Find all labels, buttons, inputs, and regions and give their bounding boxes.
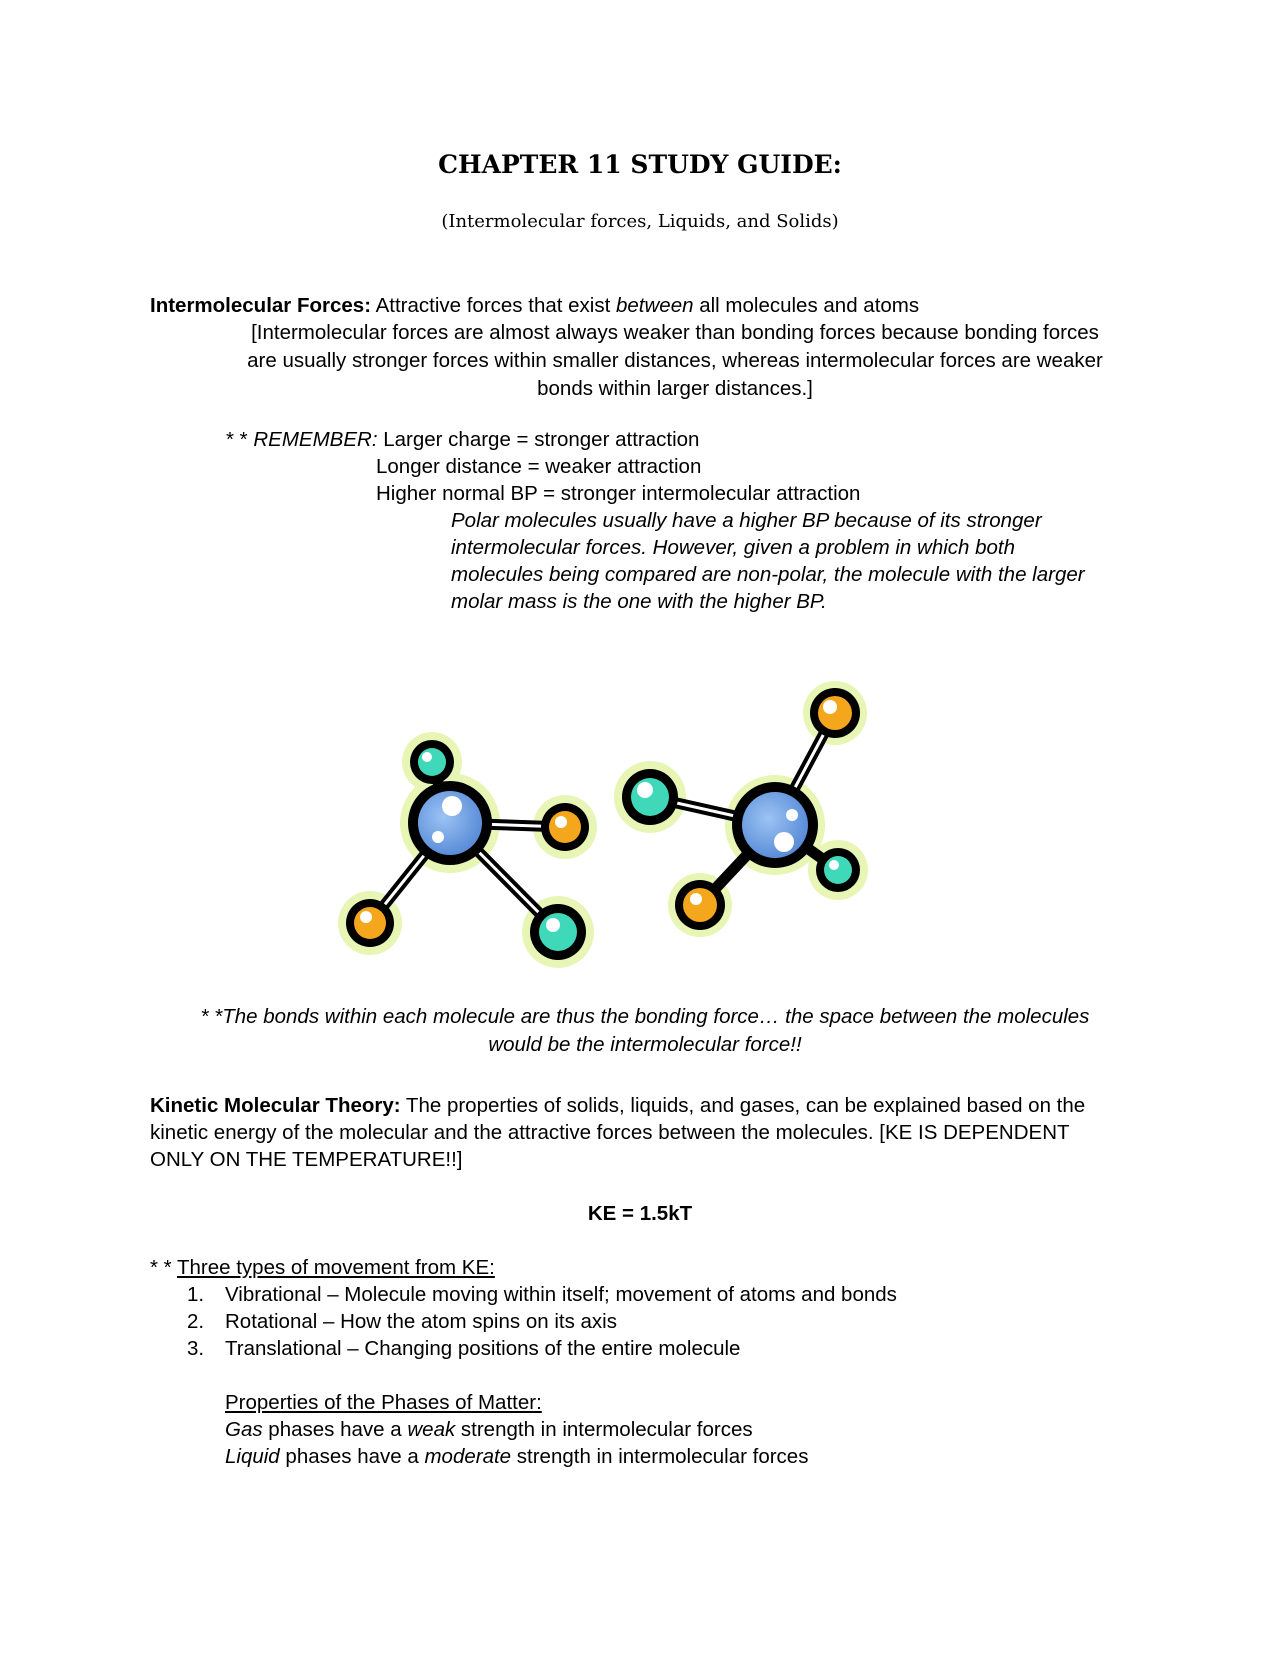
polar-note-text: molecules being compared are non-polar, the molecule with the larger — [451, 563, 1085, 586]
phase-name: Gas — [225, 1418, 263, 1441]
remember-rule: Longer distance = weaker attraction — [376, 455, 702, 478]
remember-rule: Higher normal BP = stronger intermolecular attraction — [376, 482, 861, 505]
phase-text: strength in intermolecular forces — [455, 1418, 753, 1441]
movement-item-number: 1. — [187, 1283, 205, 1306]
molecules-illustration — [330, 680, 880, 970]
polar-note-text: molar mass is the one with the higher BP. — [451, 590, 827, 613]
movement-item: Rotational – How the atom spins on its axis — [225, 1310, 617, 1333]
phase-strength: moderate — [424, 1445, 512, 1468]
movement-item: Translational – Changing positions of the entire molecule — [225, 1337, 741, 1360]
kmt-text: kinetic energy of the molecular and the attractive forces between the molecules. [KE IS DEPENDENT — [150, 1121, 1070, 1144]
phase-text: phases have a — [279, 1445, 425, 1468]
page-subtitle: (Intermolecular forces, Liquids, and Solids) — [441, 211, 839, 232]
movement-item-number: 2. — [187, 1310, 205, 1333]
movement-item: Vibrational – Molecule moving within itself; movement of atoms and bonds — [225, 1283, 897, 1306]
caption-line — [150, 1003, 1140, 1031]
remember-rule: Larger charge = stronger attraction — [377, 428, 700, 451]
molecule-right — [614, 681, 868, 937]
phase-text: strength in intermolecular forces — [511, 1445, 809, 1468]
imf-note-line: are usually stronger forces within smaller distances, whereas intermolecular forces are weaker — [247, 349, 1103, 372]
remember-line-1 — [226, 426, 699, 454]
polar-note-line — [451, 534, 1015, 562]
polar-note-line — [451, 588, 827, 616]
page-title: CHAPTER 11 STUDY GUIDE: — [438, 150, 842, 179]
caption-line — [150, 1031, 1140, 1059]
polar-note-line — [451, 507, 1042, 535]
phase-liquid — [225, 1443, 808, 1471]
imf-def-post: all molecules and atoms — [693, 294, 920, 317]
imf-label: Intermolecular Forces: — [150, 294, 372, 317]
phases-heading-text: Properties of the Phases of Matter: — [225, 1391, 542, 1414]
imf-note-line: bonds within larger distances.] — [537, 377, 813, 400]
imf-note — [230, 319, 1120, 403]
kmt-text: The properties of solids, liquids, and gases, can be explained based on the — [400, 1094, 1086, 1117]
caption-text: * *The bonds within each molecule are thus the bonding force… the space between the molecules — [200, 1005, 1090, 1028]
phase-text: phases have a — [262, 1418, 408, 1441]
imf-note-line: [Intermolecular forces are almost always weaker than bonding forces because bonding forces — [251, 321, 1099, 344]
imf-def-em: between — [616, 294, 694, 317]
remember-label: REMEMBER: — [253, 428, 378, 451]
movement-heading — [150, 1254, 495, 1282]
polar-note-text: Polar molecules usually have a higher BP because of its stronger — [451, 509, 1042, 532]
imf-def-pre: Attractive forces that exist — [375, 294, 616, 317]
phase-strength: weak — [407, 1418, 456, 1441]
polar-note-line — [451, 561, 1085, 589]
movement-heading-text: Three types of movement from KE: — [176, 1256, 495, 1279]
imf-definition — [150, 292, 919, 320]
phase-gas — [225, 1416, 753, 1444]
kmt-text: ONLY ON THE TEMPERATURE!!] — [150, 1148, 463, 1171]
phase-name: Liquid — [225, 1445, 280, 1468]
kmt-line-1 — [150, 1092, 1085, 1120]
remember-stars: * * — [226, 428, 254, 451]
phases-heading — [225, 1389, 542, 1417]
movement-item-number: 3. — [187, 1337, 205, 1360]
polar-note-text: intermolecular forces. However, given a problem in which both — [451, 536, 1016, 559]
kmt-label: Kinetic Molecular Theory: — [150, 1094, 401, 1117]
molecule-left — [338, 732, 597, 968]
movement-stars: * * — [150, 1256, 177, 1279]
ke-formula: KE = 1.5kT — [587, 1202, 693, 1225]
caption-text: would be the intermolecular force!! — [488, 1033, 802, 1056]
molecules-caption — [150, 1003, 1140, 1059]
